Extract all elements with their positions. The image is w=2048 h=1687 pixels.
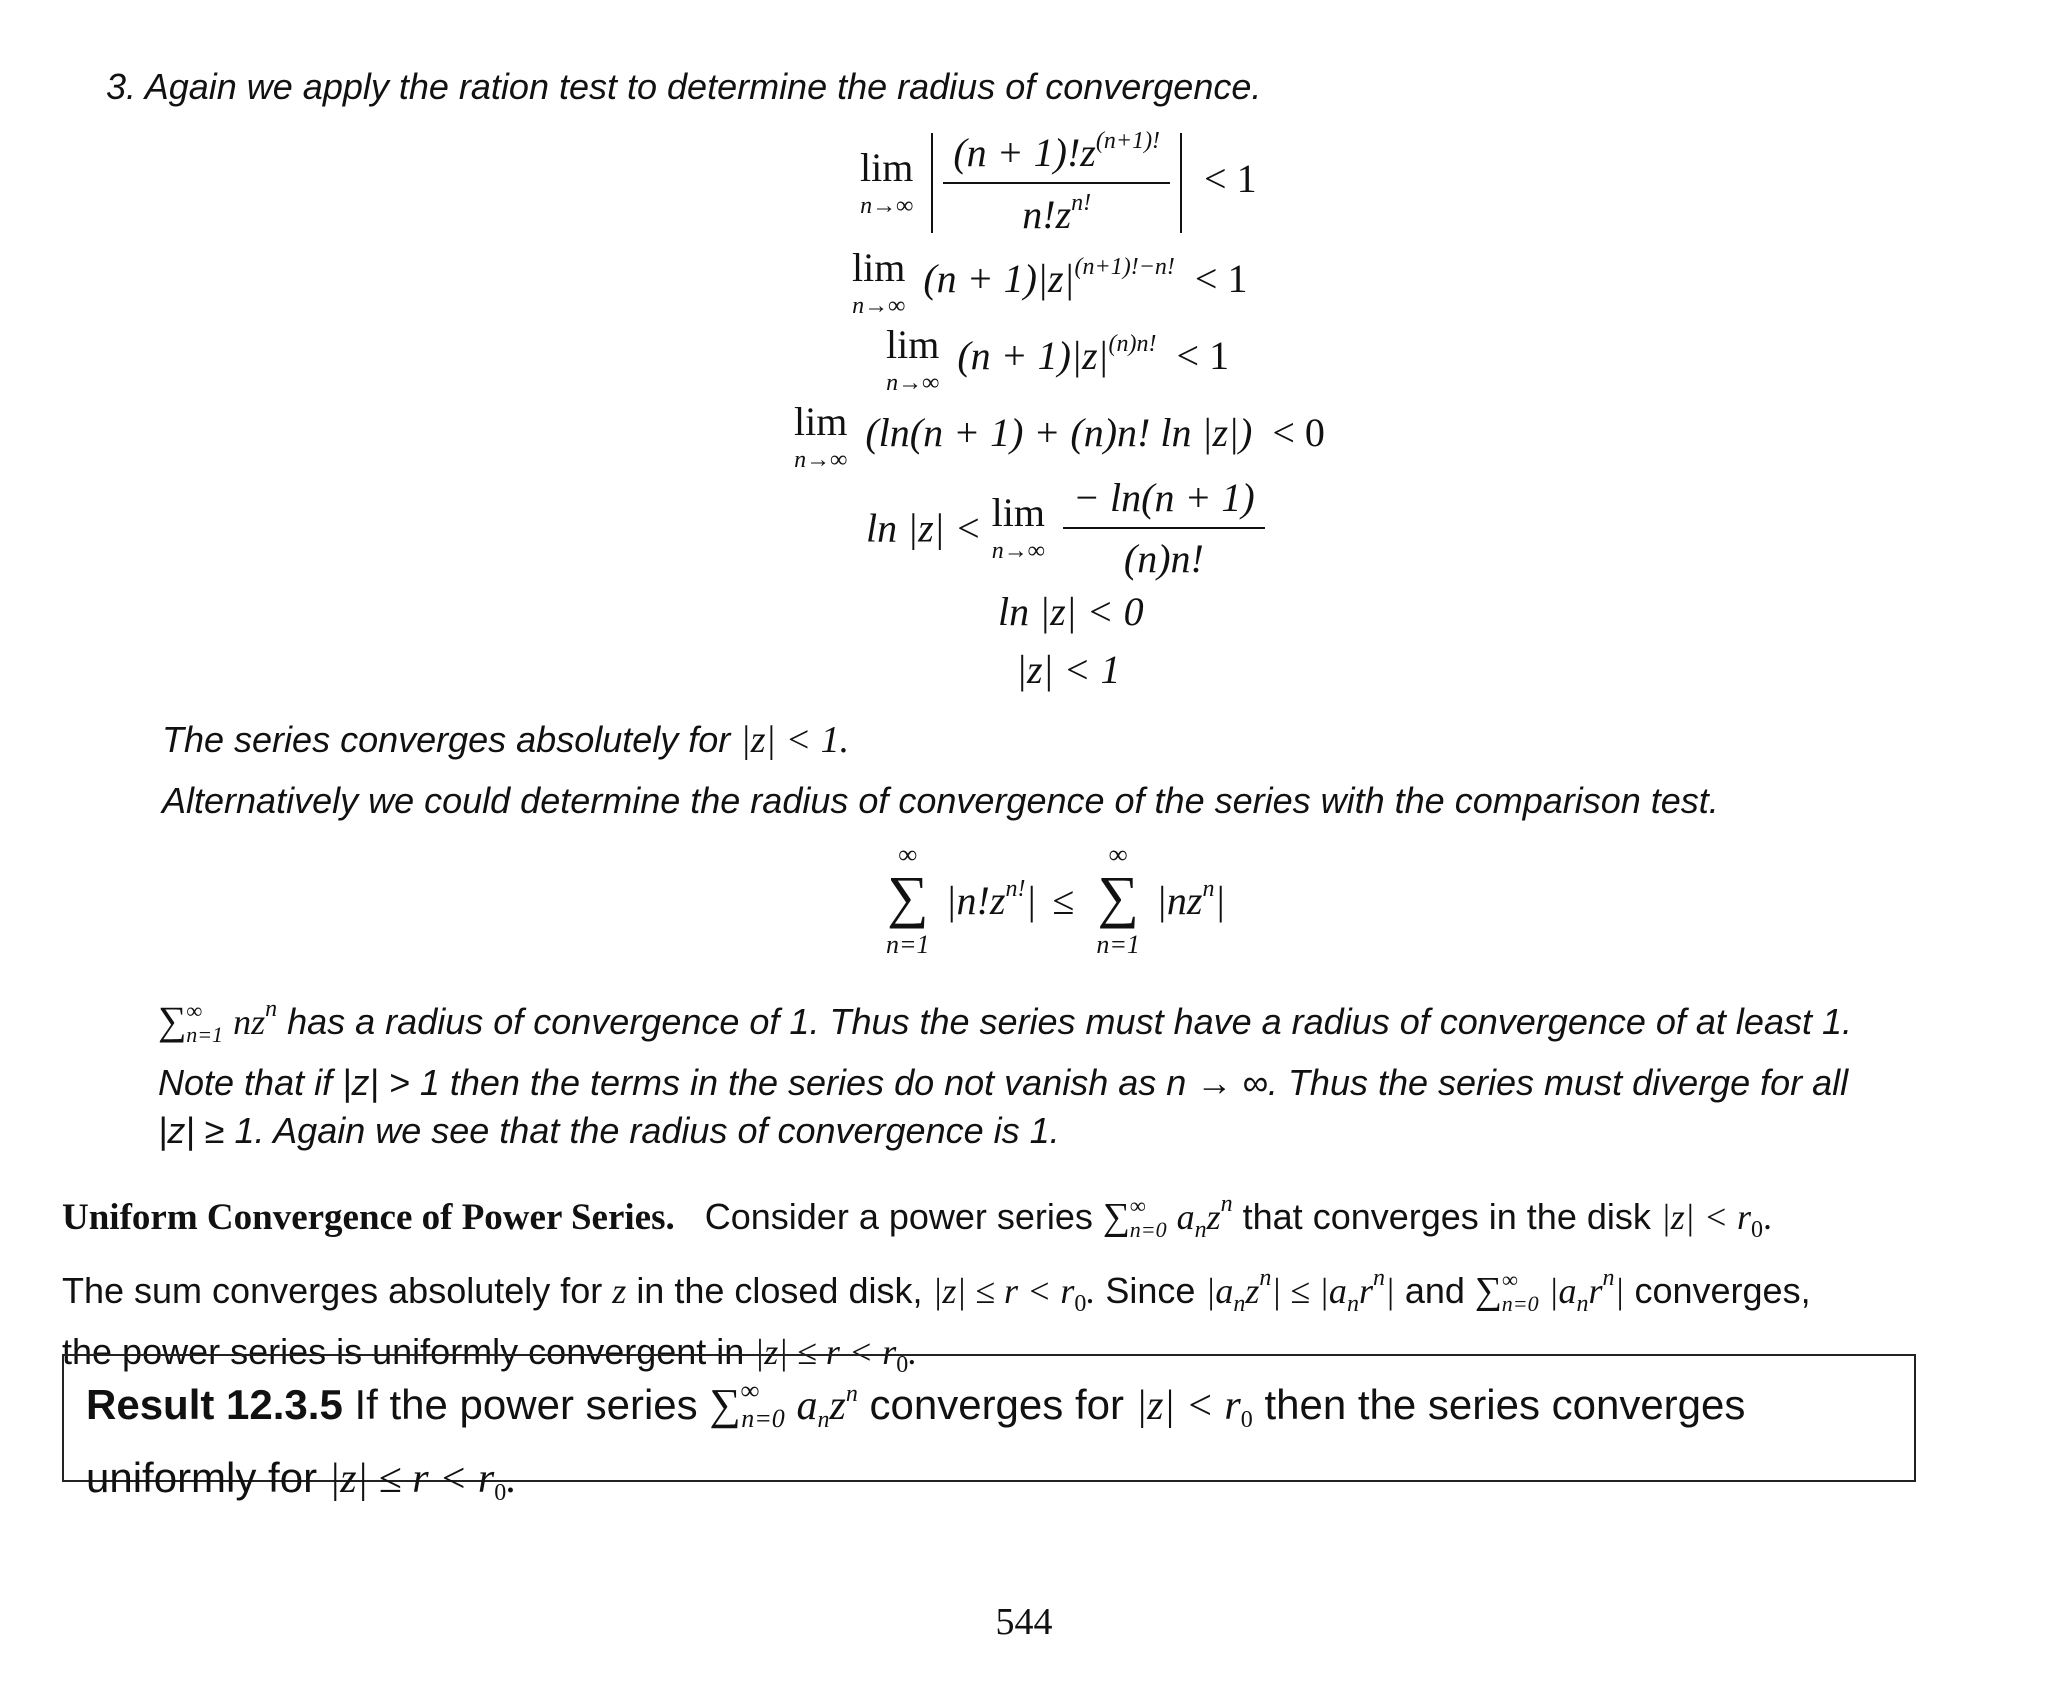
problem-number: 3. <box>106 66 137 107</box>
equation-line-7: |z| < 1 <box>1016 647 1121 692</box>
sum-left: ∞ ∑ n=1 <box>886 840 930 959</box>
radius-line-1: $\sum^\infty_{n=1}$ $nz^n$ has a radius of convergence of 1. Thus the series must have a radius of convergence of at least 1. <box>158 996 1853 1047</box>
abs-bar-right <box>1180 133 1182 233</box>
section-title: Uniform Convergence of Power Series. <box>62 1197 675 1238</box>
radius-line-2: Note that if |z| > 1 then the terms in the series do not vanish as n → ∞. Thus the series must diverge for all <box>158 1062 1849 1103</box>
radius-line-3: |z| ≥ 1. Again we see that the radius of convergence is 1. <box>158 1110 1060 1151</box>
result-box <box>62 1354 1916 1506</box>
page-number: 544 <box>995 1601 1053 1643</box>
section-line-2: The sum converges absolutely for z in the closed disk, $|z| \le r < r_0$. Since $|a_nz^n| \le |a_nr^n|$ and $\sum^\infty_{n=0}$ $|a_nr^n|$ converges, <box>62 1265 1811 1317</box>
converges-absolutely-text: The series converges absolutely for |z| < 1. <box>162 719 850 761</box>
equation-line-6: ln |z| < 0 <box>998 589 1144 634</box>
equation-line-5: ln |z| < lim n→∞ $\frac{- \ln(n + 1)}{(n)n!}$ <box>866 474 1265 582</box>
result-line-1: Result 12.3.5 If the power series $\sum^\infty_{n=0}$ $a_nz^n$ converges for $|z| < r_0$ then the series converges <box>86 1376 1746 1433</box>
abs-bar-left <box>931 133 933 233</box>
problem-intro <box>106 66 1261 108</box>
equation-sum-comparison: ∞ ∑ n=1 $|n!z^{n!}|$ ≤ ∞ ∑ n=1 $|nz^n|$ <box>886 840 1226 959</box>
result-line-2: uniformly for $|z| \le r < r_0$. <box>86 1454 517 1506</box>
sum-right: ∞ ∑ n=1 <box>1096 840 1140 959</box>
equation-line-4: lim n→∞ (ln(n + 1) + (n)n! ln |z|) < 0 <box>794 399 1325 473</box>
equation-line-3: lim n→∞ $(n + 1)|z|^{(n)n!} < 1$ <box>886 322 1230 396</box>
limit-operator: lim n→∞ <box>860 145 914 219</box>
section-line-1: Uniform Convergence of Power Series. Consider a power series $\sum^\infty_{n=0}$ $a_nz^n$ that converges in the disk $|z| < r_0$. <box>62 1191 1772 1243</box>
equation-ratio-limit: lim n→∞ $\frac{(n + 1)!z^{(n+1)!}}{n!z^{n!}}$ < 1 <box>860 128 1257 237</box>
alternatively-text: Alternatively we could determine the radius of convergence of the series with the comparison test. <box>162 780 1719 821</box>
problem-intro-text: Again we apply the ration test to determine the radius of convergence. <box>144 66 1262 107</box>
section-line-3: the power series is uniformly convergent in $|z| \le r < r_0$. <box>62 1331 918 1378</box>
ratio-fraction: $\frac{(n + 1)!z^{(n+1)!}}{n!z^{n!}}$ <box>943 128 1170 238</box>
line5-fraction: $\frac{- \ln(n + 1)}{(n)n!}$ <box>1063 474 1265 582</box>
radius-discussion <box>158 985 1852 1155</box>
result-label: Result 12.3.5 <box>86 1381 343 1428</box>
equation-line-2: lim n→∞ $(n + 1)|z|^{(n+1)!-n!} < 1$ <box>852 245 1248 319</box>
